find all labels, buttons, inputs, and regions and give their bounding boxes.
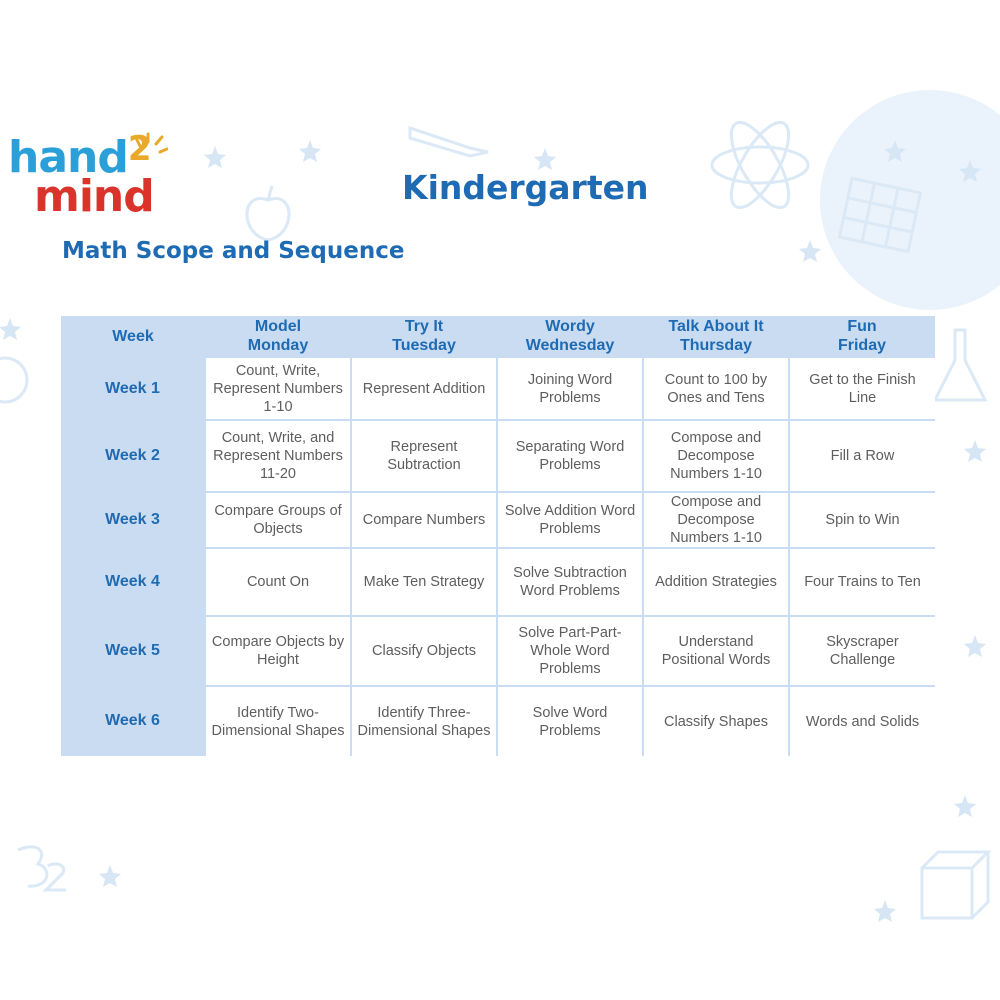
cube-icon xyxy=(922,852,988,918)
table-cell: Count On xyxy=(205,548,351,616)
day-header-line2: Monday xyxy=(247,337,309,354)
week-label: Week 1 xyxy=(61,357,205,420)
logo-hand-text: hand xyxy=(8,132,128,183)
day-header-line2: Thursday xyxy=(679,337,752,354)
table-row xyxy=(61,420,935,492)
table-cell: Solve Part-Part-Whole Word Problems xyxy=(497,616,643,686)
table-cell: Solve Addition Word Problems xyxy=(497,492,643,548)
table-cell: Classify Objects xyxy=(351,616,497,686)
day-header-line1: Model xyxy=(254,318,302,335)
table-cell: Classify Shapes xyxy=(643,686,789,756)
day-column-header xyxy=(497,316,643,357)
day-column-header xyxy=(205,316,351,357)
clock-icon xyxy=(0,358,27,402)
flask-icon xyxy=(935,330,985,400)
table-cell: Separating Word Problems xyxy=(497,420,643,492)
logo-two-text: 2 xyxy=(127,129,151,169)
table-cell: Compare Objects by Height xyxy=(205,616,351,686)
table-cell: Compose and Decompose Numbers 1-10 xyxy=(643,492,789,548)
table-row xyxy=(61,357,935,420)
page-title: Kindergarten xyxy=(402,168,649,207)
table-cell: Identify Three-Dimensional Shapes xyxy=(351,686,497,756)
table-cell: Make Ten Strategy xyxy=(351,548,497,616)
table-cell: Identify Two-Dimensional Shapes xyxy=(205,686,351,756)
pencil-icon xyxy=(410,128,488,156)
week-label: Week 2 xyxy=(61,420,205,492)
table-cell: Spin to Win xyxy=(789,492,935,548)
day-header-line2: Friday xyxy=(837,337,886,354)
week-label: Week 3 xyxy=(61,492,205,548)
table-cell: Understand Positional Words xyxy=(643,616,789,686)
table-cell: Compare Groups of Objects xyxy=(205,492,351,548)
day-column-header xyxy=(351,316,497,357)
table-row xyxy=(61,548,935,616)
week-label: Week 6 xyxy=(61,686,205,756)
table-cell: Compare Numbers xyxy=(351,492,497,548)
week-label: Week 4 xyxy=(61,548,205,616)
table-cell: Get to the Finish Line xyxy=(789,357,935,420)
table-cell: Count, Write, and Represent Numbers 11-20 xyxy=(205,420,351,492)
hand2mind-logo xyxy=(8,129,154,222)
day-header-line2: Wednesday xyxy=(525,337,615,354)
table-cell: Solve Subtraction Word Problems xyxy=(497,548,643,616)
table-header-row xyxy=(61,316,935,357)
table-cell: Words and Solids xyxy=(789,686,935,756)
numbers-icon xyxy=(18,847,66,890)
table-cell: Count, Write, Represent Numbers 1-10 xyxy=(205,357,351,420)
table-cell: Represent Subtraction xyxy=(351,420,497,492)
week-label: Week 5 xyxy=(61,616,205,686)
table-cell: Skyscraper Challenge xyxy=(789,616,935,686)
table-cell: Represent Addition xyxy=(351,357,497,420)
apple-icon xyxy=(247,186,289,240)
table-cell: Solve Word Problems xyxy=(497,686,643,756)
atom-icon xyxy=(712,114,808,215)
day-column-header xyxy=(789,316,935,357)
scope-sequence-table xyxy=(61,316,935,756)
week-column-header xyxy=(61,316,205,357)
day-header-line1: Fun xyxy=(847,318,877,335)
week-header-label: Week xyxy=(112,328,154,345)
table-row xyxy=(61,616,935,686)
table-cell: Joining Word Problems xyxy=(497,357,643,420)
page-subtitle: Math Scope and Sequence xyxy=(62,238,405,264)
day-column-header xyxy=(643,316,789,357)
day-header-line2: Tuesday xyxy=(392,337,456,354)
table-cell: Addition Strategies xyxy=(643,548,789,616)
table-cell: Fill a Row xyxy=(789,420,935,492)
logo-line-2 xyxy=(8,171,154,222)
logo-mind-text: mind xyxy=(34,171,154,222)
day-header-line1: Try It xyxy=(404,318,444,335)
table-row xyxy=(61,686,935,756)
table-cell: Four Trains to Ten xyxy=(789,548,935,616)
table-row xyxy=(61,492,935,548)
day-header-line1: Wordy xyxy=(545,318,595,335)
table-cell: Count to 100 by Ones and Tens xyxy=(643,357,789,420)
table-cell: Compose and Decompose Numbers 1-10 xyxy=(643,420,789,492)
day-header-line1: Talk About It xyxy=(668,318,764,335)
